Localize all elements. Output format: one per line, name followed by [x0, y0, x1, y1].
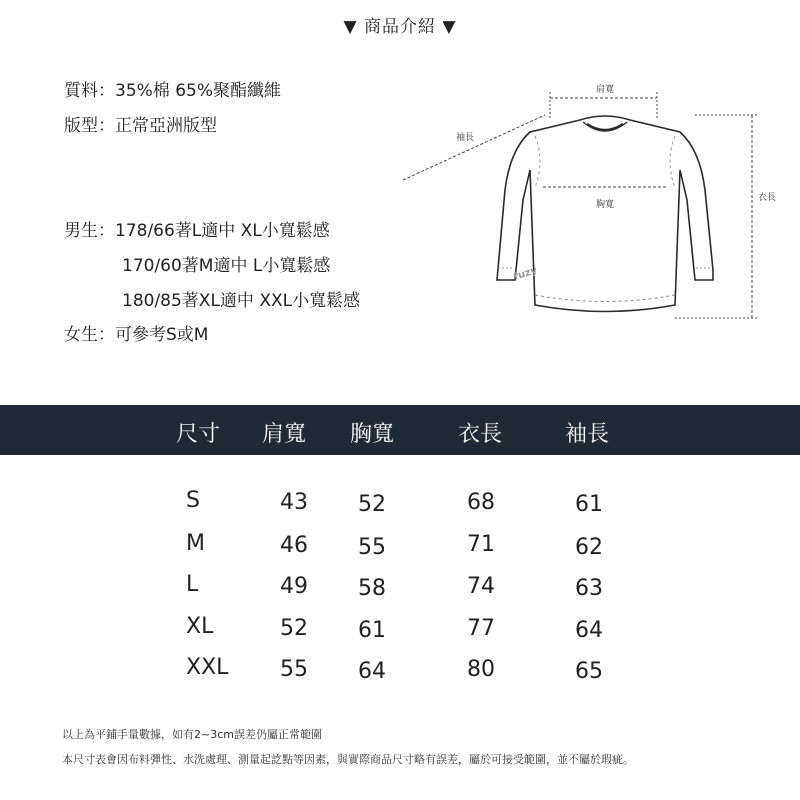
female-value: 可參考S或M	[115, 325, 209, 345]
sleeve-cell: 64	[575, 618, 603, 643]
sleeve-cell: 65	[575, 659, 603, 684]
female-line	[64, 320, 208, 345]
sweater-outline	[497, 116, 713, 312]
header-size: 尺寸	[176, 422, 221, 447]
male-fit-3: 180/85著XL適中 XXL小寬鬆感	[122, 291, 361, 311]
sleeve-cell: 61	[575, 492, 603, 517]
fit-label: 版型：	[64, 116, 115, 136]
male-line-1	[64, 216, 330, 241]
material-line	[64, 76, 281, 101]
size-cell: M	[186, 531, 205, 556]
page-title: ▼ 商品介紹 ▼	[343, 17, 457, 37]
size-cell: S	[186, 488, 200, 513]
shoulder-cell: 46	[280, 533, 308, 558]
material-label: 質料：	[64, 81, 115, 101]
size-table-header	[0, 405, 800, 455]
size-cell: XL	[186, 614, 214, 639]
header-sleeve: 袖長	[565, 422, 610, 447]
length-cell: 68	[467, 490, 495, 515]
length-cell: 74	[467, 574, 495, 599]
sleeve-cell: 63	[575, 576, 603, 601]
length-cell: 77	[467, 616, 495, 641]
note-measurement: 以上為平鋪手量數據，如有2~3cm誤差仍屬正常範圍	[62, 728, 322, 741]
male-label: 男生：	[64, 221, 115, 241]
fit-line	[64, 111, 217, 136]
material-value: 35%棉 65%聚酯纖維	[115, 81, 281, 101]
chest-label: 胸寬	[595, 200, 615, 210]
header-chest: 胸寬	[350, 422, 395, 447]
shirt-measurement-diagram	[395, 70, 795, 330]
brand-logo: fuzy	[512, 265, 539, 283]
length-cell: 71	[467, 532, 495, 557]
shoulder-cell: 43	[280, 490, 308, 515]
header-length: 衣長	[458, 422, 503, 447]
header-shoulder: 肩寬	[262, 422, 307, 447]
male-fit-1: 178/66著L適中 XL小寬鬆感	[115, 221, 330, 241]
sleeve-label: 袖長	[455, 133, 475, 143]
shoulder-label: 肩寬	[595, 85, 615, 95]
length-cell: 80	[467, 657, 495, 682]
chest-cell: 52	[358, 492, 386, 517]
female-label: 女生：	[64, 325, 115, 345]
chest-cell: 55	[358, 535, 386, 560]
shoulder-cell: 55	[280, 657, 308, 682]
size-cell: L	[186, 572, 199, 597]
chest-cell: 61	[358, 618, 386, 643]
note-disclaimer: 本尺寸表會因布料彈性、水洗處理、測量起訖點等因素，與實際商品尺寸略有誤差，屬於可接受範圍，並不屬於瑕疵。	[62, 753, 634, 766]
sleeve-cell: 62	[575, 535, 603, 560]
chest-cell: 64	[358, 659, 386, 684]
shoulder-cell: 52	[280, 616, 308, 641]
size-cell: XXL	[186, 655, 229, 680]
fit-value: 正常亞洲版型	[115, 116, 217, 136]
male-fit-2: 170/60著M適中 L小寬鬆感	[122, 256, 331, 276]
shoulder-cell: 49	[280, 574, 308, 599]
chest-cell: 58	[358, 576, 386, 601]
length-label: 衣長	[757, 193, 777, 203]
